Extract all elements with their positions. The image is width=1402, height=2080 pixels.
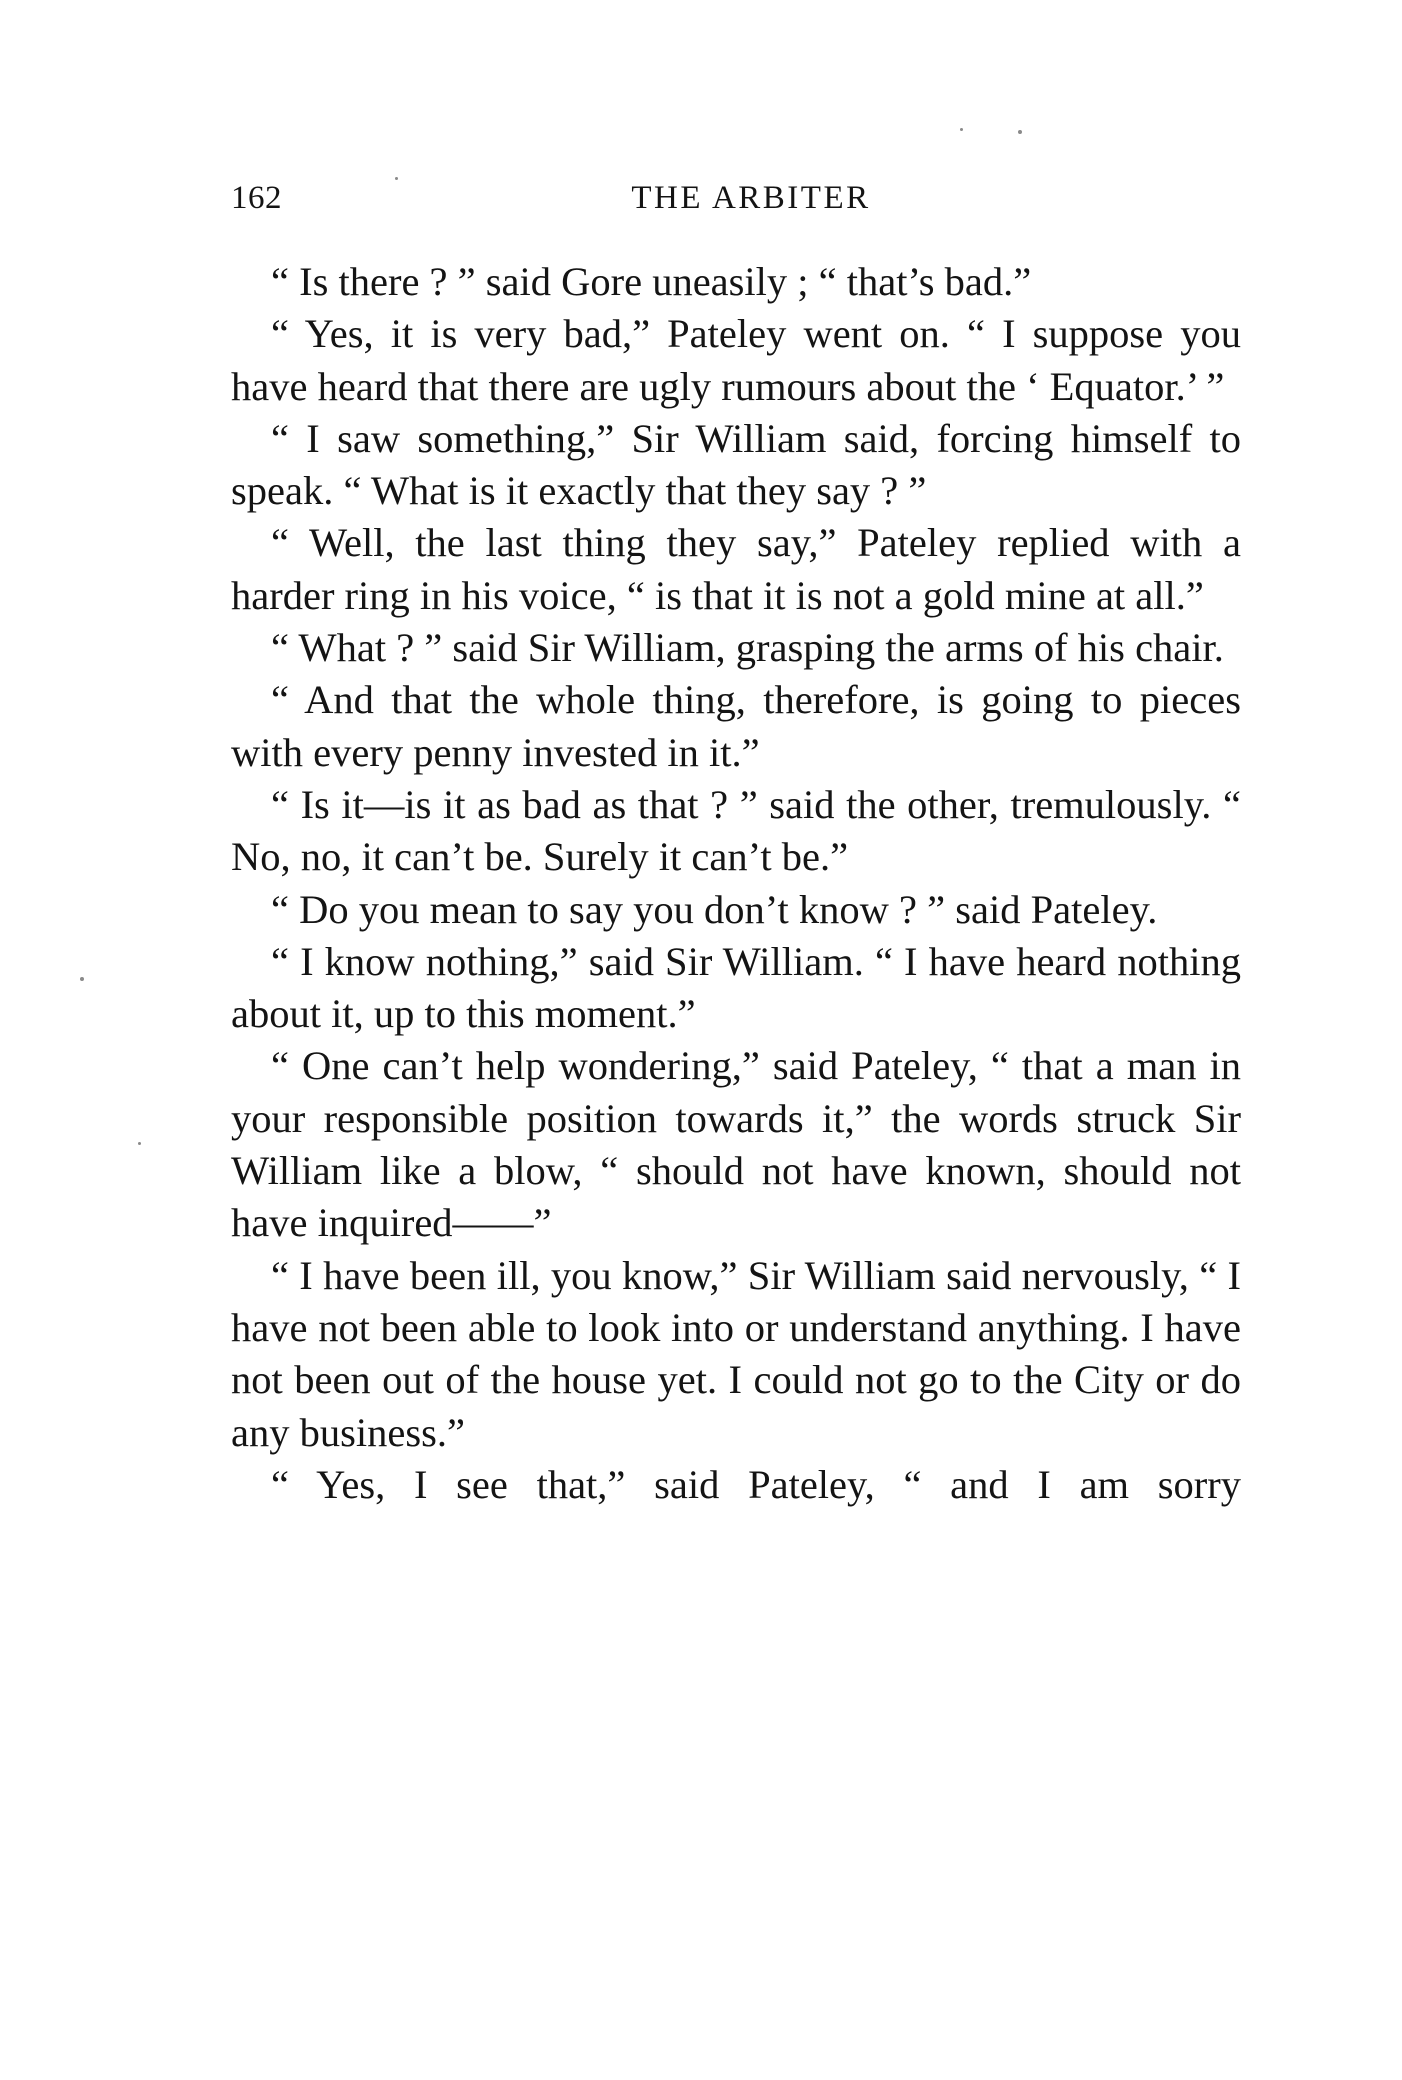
paper-speck: [80, 977, 84, 981]
paragraph: “ I know nothing,” said Sir William. “ I have heard nothing about it, up to this moment.”: [231, 938, 1241, 1037]
running-head: THE ARBITER: [631, 180, 871, 216]
page-header: [231, 180, 1241, 240]
paragraph: “ Yes, it is very bad,” Pateley went on. “ I suppose you have heard that there are ugly rumours about the ‘ Equator.’ ”: [231, 311, 1241, 409]
paragraph: “ Is it—is it as bad as that ? ” said the other, tremulously. “ No, no, it can’t be. Surely it can’t be.”: [231, 781, 1241, 880]
page-number: 162: [231, 180, 282, 216]
paragraph: “ Is there ? ” said Gore uneasily ; “ that’s bad.”: [271, 259, 1032, 304]
paragraph: “ Yes, I see that,” said Pateley, “ and I am sorry: [271, 1461, 1241, 1507]
paragraph: “ I have been ill, you know,” Sir William said nervously, “ I have not been able to look into or understand anything. I have not been out of the house yet. I could not go to the City or do any business.”: [231, 1252, 1241, 1455]
body-text: [231, 256, 1241, 1511]
paragraph: “ And that the whole thing, therefore, is going to pieces with every penny invested in it.”: [231, 677, 1241, 775]
paper-speck: [1018, 130, 1022, 134]
paragraph: “ Do you mean to say you don’t know ? ” said Pateley.: [271, 886, 1158, 932]
paragraph: “ One can’t help wondering,” said Pateley, “ that a man in your responsible position towards it,” the words struck Sir William like a blow, “ should not have known, should not have inquired——”: [231, 1043, 1241, 1246]
paper-speck: [960, 128, 963, 131]
paper-speck: [138, 1142, 141, 1145]
paragraph: “ Well, the last thing they say,” Pateley replied with a harder ring in his voice, “ is that it is not a gold mine at all.”: [231, 520, 1241, 618]
paragraph: “ I saw something,” Sir William said, forcing himself to speak. “ What is it exactly that they say ? ”: [231, 415, 1241, 514]
paragraph: “ What ? ” said Sir William, grasping the arms of his chair.: [271, 625, 1224, 671]
